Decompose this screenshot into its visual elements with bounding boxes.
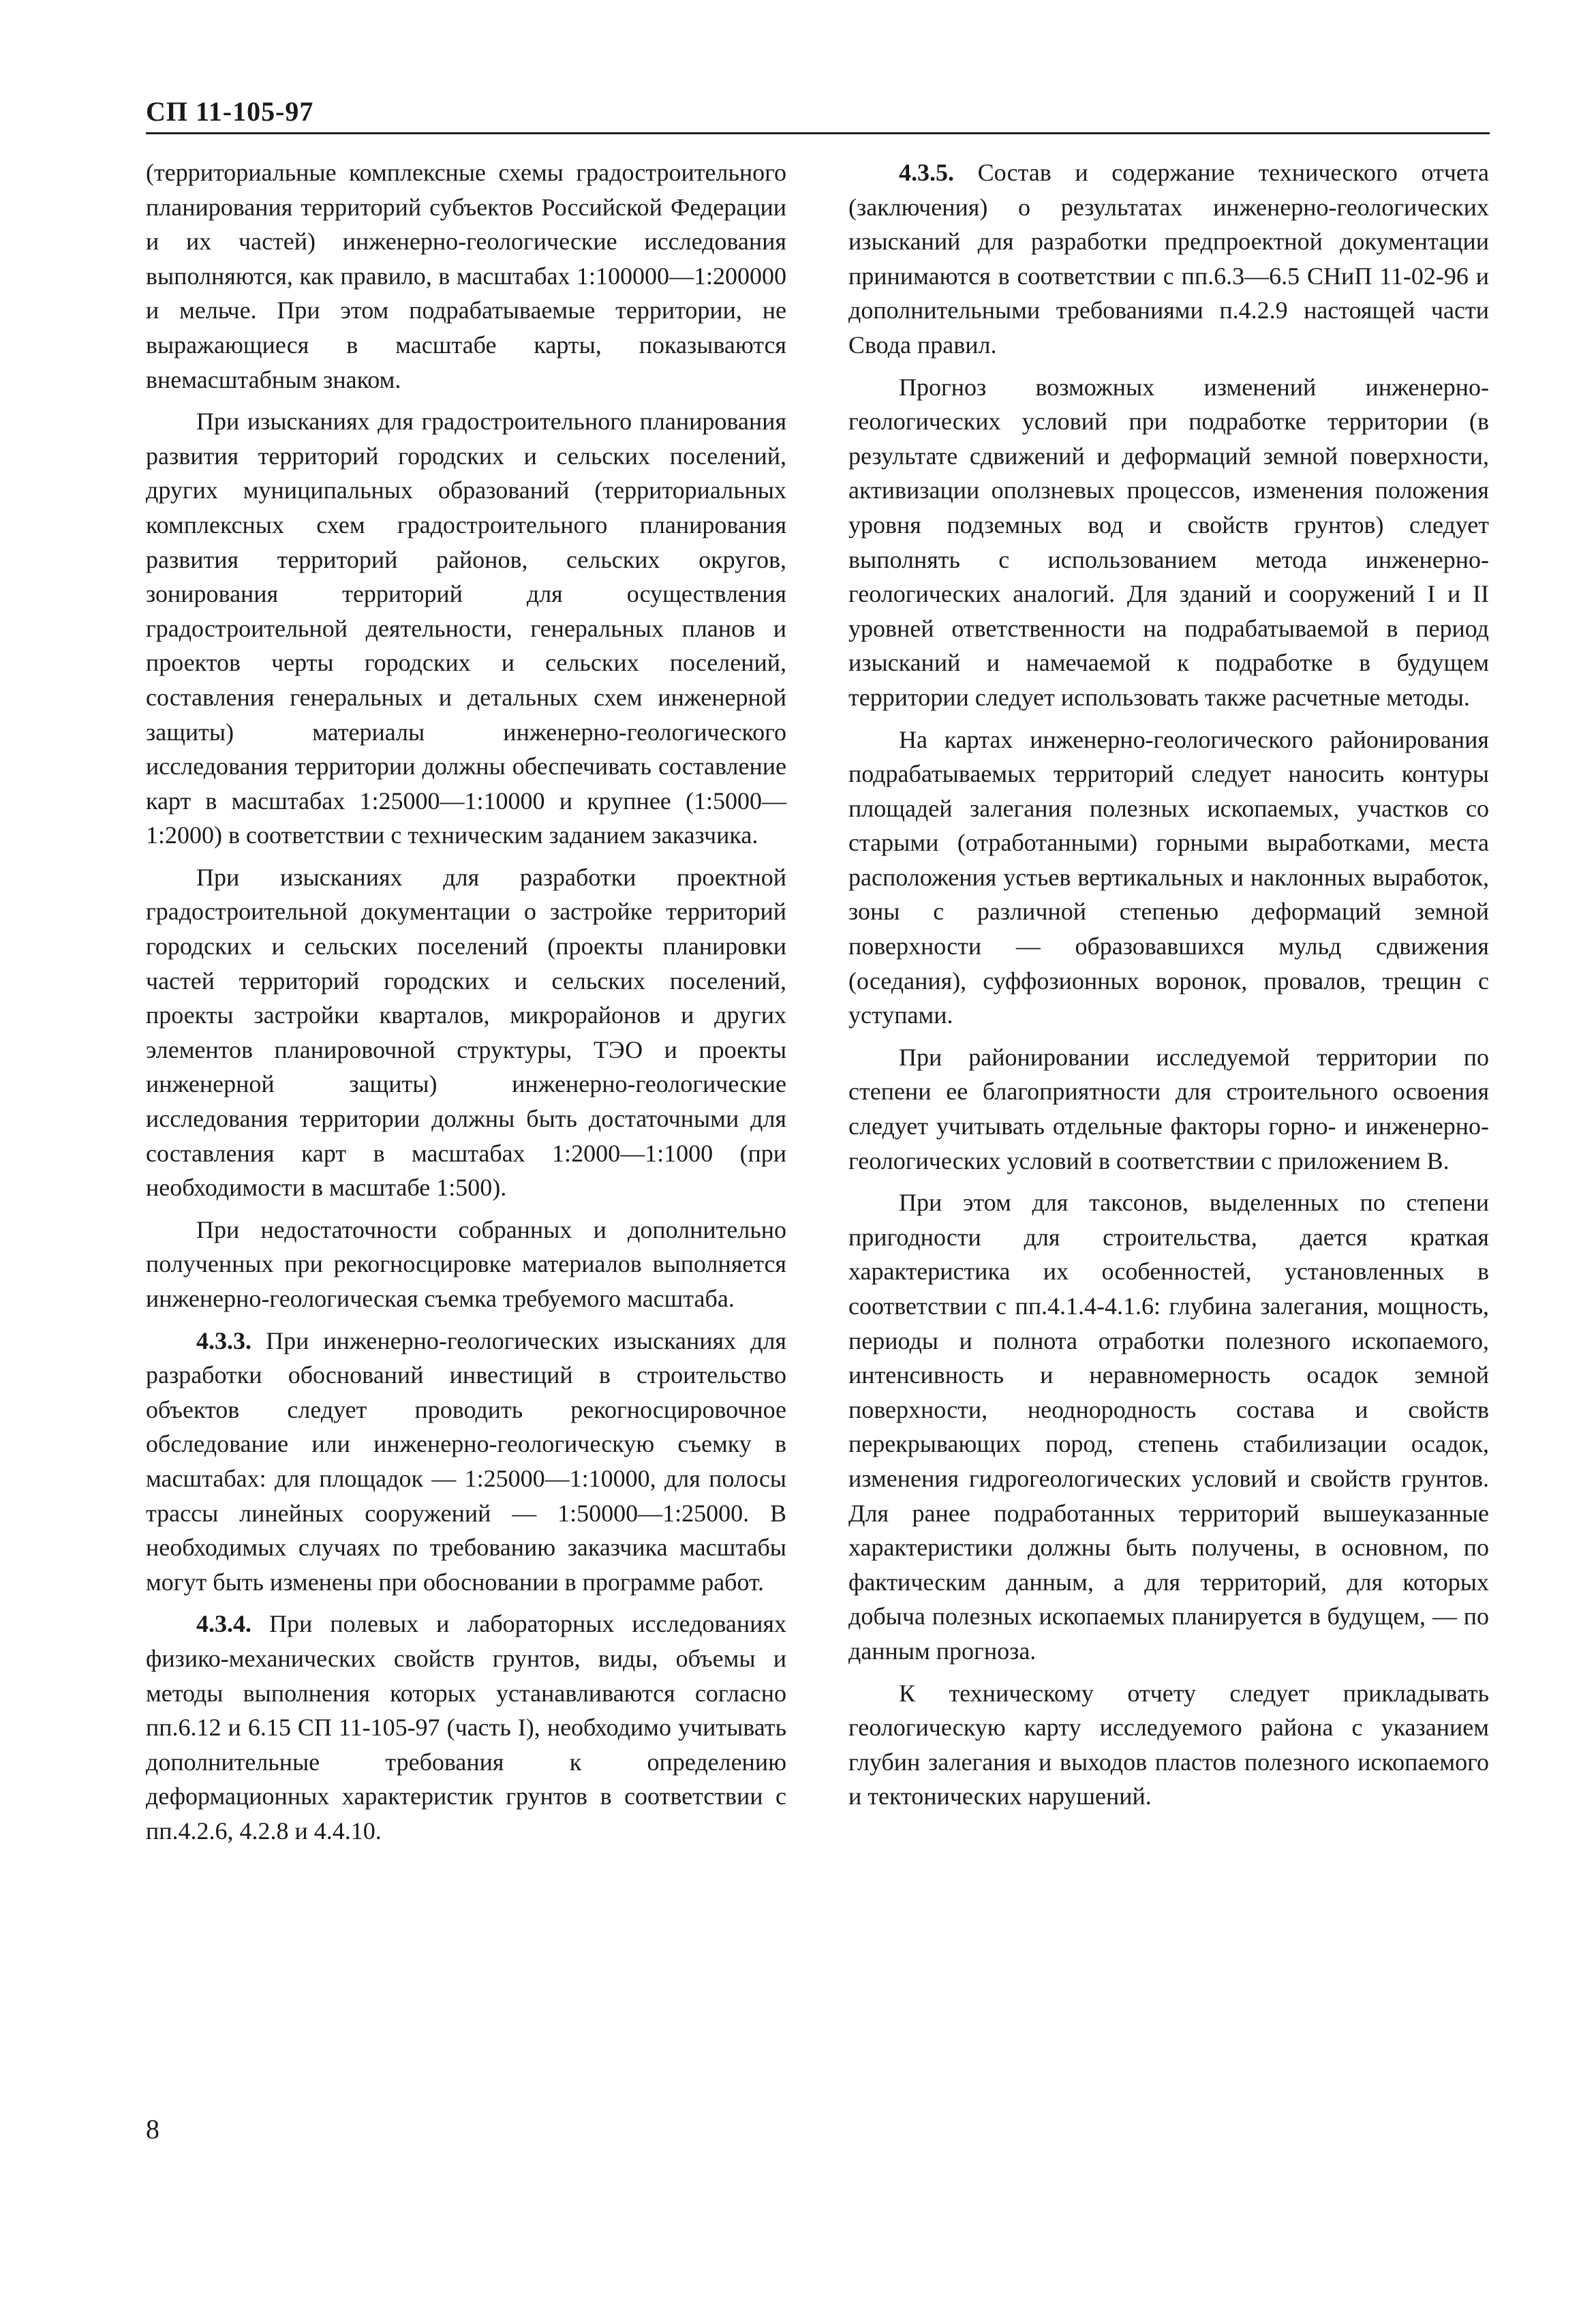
paragraph-text: Состав и содержание технического отчета (заключения) о результатах инженерно-геологических изысканий для разработки предпроектной документации принимаются в соответствии с пп.6.3—6.5 СНиП 11-02-96 и дополнительными требованиями п.4.2.9 настоящей части Свода правил. [848, 159, 1489, 359]
paragraph-text: При полевых и лабораторных исследованиях физико-механических свойств грунтов, виды, объемы и методы выполнения которых устанавливаются согласно пп.6.12 и 6.15 СП 11-105-97 (часть I), необходимо учитывать дополнительные требования к определению деформационных характеристик грунтов в соответствии с пп.4.2.6, 4.2.8 и 4.4.10. [146, 1610, 786, 1845]
section-paragraph-4-3-4 [146, 1607, 786, 1848]
paragraph: При этом для таксонов, выделенных по степени пригодности для строительства, дается краткая характеристика их особенностей, установленных в соответствии с пп.4.1.4-4.1.6: глубина залегания, мощность, периоды и полнота отработки полезного ископаемого, интенсивность и неравномерность осадок земной поверхности, неоднородность состава и свойств перекрывающих пород, степень стабилизации осадок, изменения гидрогеологических условий и свойств грунтов. Для ранее подработанных территорий вышеуказанные характеристики должны быть получены, в основном, по фактическим данным, а для территорий, для которых добыча полезных ископаемых планируется в будущем, — по данным прогноза. [848, 1189, 1489, 1665]
section-paragraph-4-3-3 [146, 1324, 786, 1600]
right-column [848, 155, 1489, 1814]
document-code: СП 11-105-97 [146, 96, 314, 127]
left-column [146, 155, 786, 1849]
paragraph: При изысканиях для разработки проектной градостроительной документации о застройке территорий городских и сельских поселений (проекты планировки частей территорий городских и сельских поселений, проекты застройки кварталов, микрорайонов и других элементов планировочной структуры, ТЭО и проекты инженерной защиты) инженерно-геологические исследования территории должны быть достаточными для составления карт в масштабах 1:2000—1:1000 (при необходимости в масштабе 1:500). [146, 863, 786, 1202]
section-number: 4.3.5. [899, 159, 954, 186]
paragraph: На картах инженерно-геологического районирования подрабатываемых территорий следует наносить контуры площадей залегания полезных ископаемых, участков со старыми (отработанными) горными выработками, места расположения устьев вертикальных и наклонных выработок, зоны с различной степенью деформаций земной поверхности — образовавшихся мульд сдвижения (оседания), суффозионных воронок, провалов, трещин с уступами. [848, 725, 1489, 1029]
paragraph: (территориальные комплексные схемы градостроительного планирования территорий субъектов Российской Федерации и их частей) инженерно-геологические исследования выполняются, как правило, в масштабах 1:100000—1:200000 и мельче. При этом подрабатываемые территории, не выражающиеся в масштабе карты, показываются внемасштабным знаком. [146, 159, 786, 393]
paragraph: Прогноз возможных изменений инженерно-геологических условий при подработке территории (в результате сдвижений и деформаций земной поверхности, активизации оползневых процессов, изменения положения уровня подземных вод и свойств грунтов) следует выполнять с использованием метода инженерно-геологических аналогий. Для зданий и сооружений I и II уровней ответственности на подрабатываемой в период изысканий и намечаемой к подработке в будущем территории следует использовать также расчетные методы. [848, 373, 1489, 711]
page-header [146, 90, 1490, 134]
section-number: 4.3.3. [196, 1326, 251, 1354]
section-paragraph-4-3-5 [848, 155, 1489, 363]
paragraph-text: При инженерно-геологических изысканиях для разработки обоснований инвестиций в строительство объектов следует проводить рекогносцировочное обследование или инженерно-геологическую съемку в масштабах: для площадок — 1:25000—1:10000, для полосы трассы линейных сооружений — 1:50000—1:25000. В необходимых случаях по требованию заказчика масштабы могут быть изменены при обосновании в программе работ. [146, 1326, 786, 1596]
section-number: 4.3.4. [196, 1610, 251, 1638]
paragraph: При районировании исследуемой территории по степени ее благоприятности для строительного освоения следует учитывать отдельные факторы горно- и инженерно-геологических условий в соответствии с приложением В. [848, 1043, 1489, 1174]
paragraph: К техническому отчету следует прикладывать геологическую карту исследуемого района с указанием глубин залегания и выходов пластов полезного ископаемого и тектонических нарушений. [848, 1679, 1489, 1810]
paragraph: При изысканиях для градостроительного планирования развития территорий городских и сельских поселений, других муниципальных образований (территориальных комплексных схем градостроительного планирования развития территорий районов, сельских округов, зонирования территорий для осуществления градостроительной деятельности, генеральных планов и проектов черты городских и сельских поселений, составления генеральных и детальных схем инженерной защиты) материалы инженерно-геологического исследования территории должны обеспечивать составление карт в масштабах 1:25000—1:10000 и крупнее (1:5000—1:2000) в соответствии с техническим заданием заказчика. [146, 408, 786, 849]
paragraph: При недостаточности собранных и дополнительно полученных при рекогносцировке материалов выполняется инженерно-геологическая съемка требуемого масштаба. [146, 1215, 786, 1312]
page-number: 8 [146, 2114, 159, 2144]
